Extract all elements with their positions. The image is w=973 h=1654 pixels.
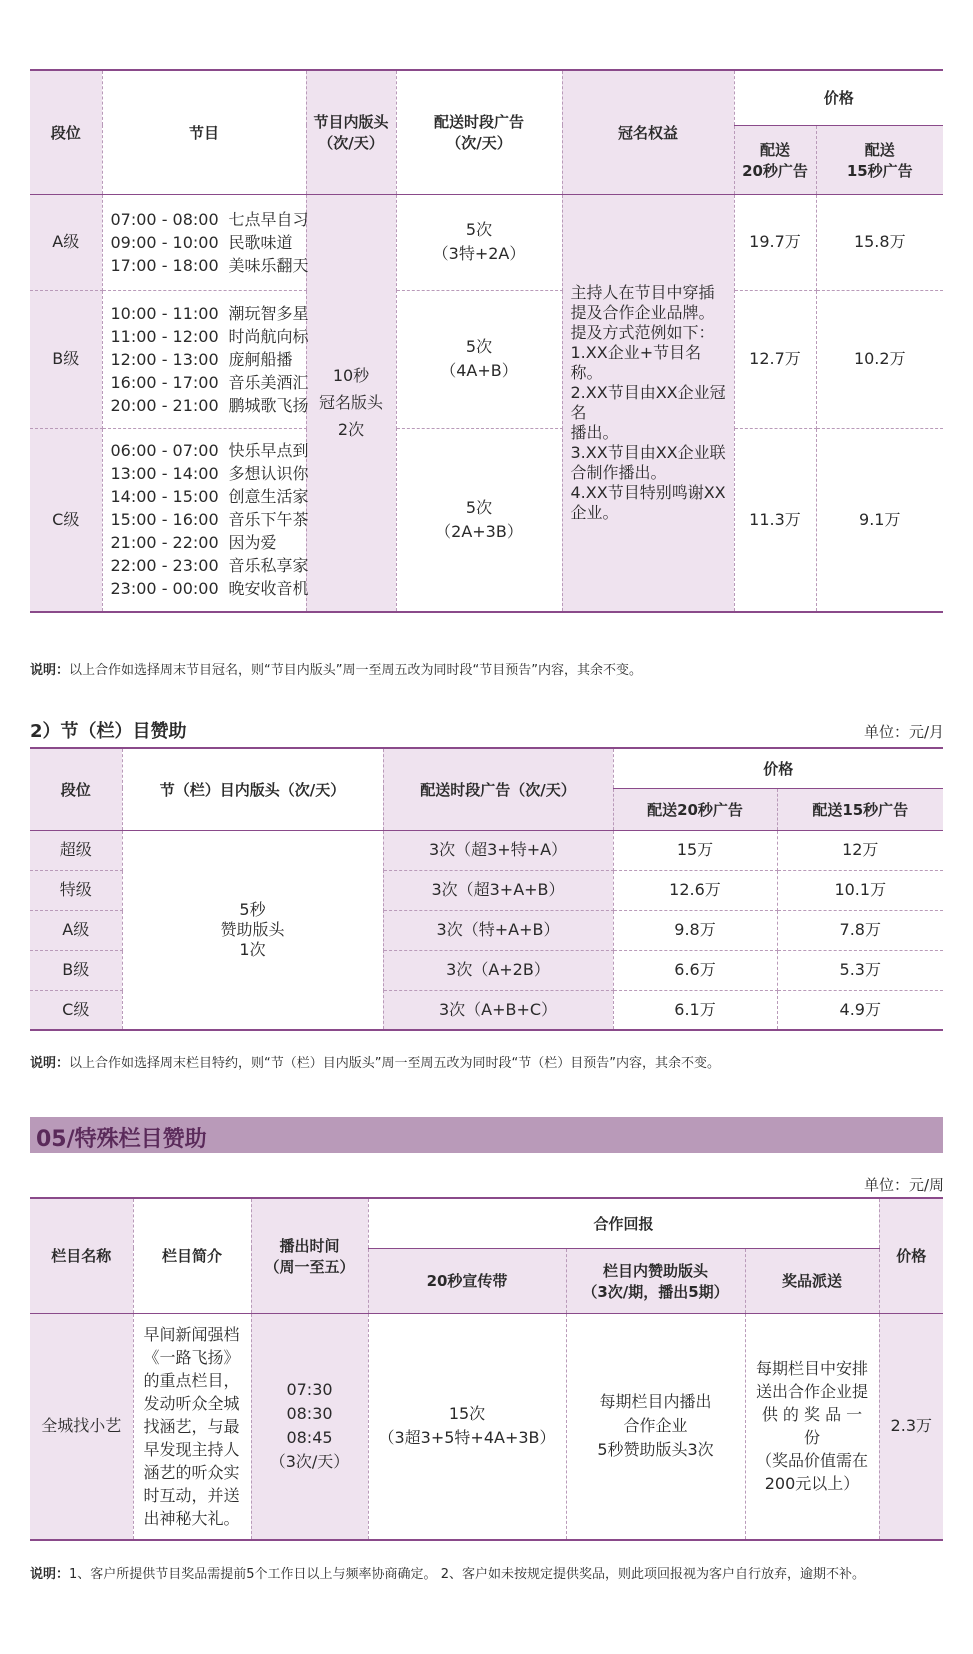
level-cell: 特级 — [30, 870, 122, 910]
header-promo: 20秒宣传带 — [368, 1248, 566, 1313]
program-sponsorship-table — [30, 747, 943, 1031]
header-program: 节目 — [102, 70, 306, 194]
header-rights: 冠名权益 — [562, 70, 734, 194]
unit-label: 单位：元/周 — [863, 1176, 944, 1194]
sponsorship-price-table — [30, 69, 943, 613]
ad-count: 3次（A+2B） — [383, 950, 613, 990]
price-20s: 12.6万 — [613, 870, 777, 910]
price-15s: 7.8万 — [777, 910, 943, 950]
promo-count: 15次 （3超3+5特+4A+3B） — [368, 1313, 566, 1540]
program-item: 14:00 - 15:00 创意生活家 — [110, 487, 309, 507]
level-cell: A级 — [30, 194, 102, 290]
program-price: 2.3万 — [879, 1313, 943, 1540]
ad-count: 5次 （3特+2A） — [396, 194, 562, 290]
unit-label: 单位：元/月 — [863, 723, 944, 741]
header-level: 段位 — [30, 748, 122, 830]
program-item: 12:00 - 13:00 庞舸船播 — [110, 349, 293, 369]
program-name: 全城找小艺 — [30, 1313, 133, 1540]
naming-rights: 主持人在节目中穿插 提及合作企业品牌。 提及方式范例如下： 1.XX企业+节目名称。 2.XX节目由XX企业冠名 播出。 3.XX节目由XX企业联 合制作播出。 4.XX节目特别鸣谢XX 企业。 — [562, 194, 734, 612]
header-price: 价格 — [734, 70, 943, 125]
header-prize: 奖品派送 — [745, 1248, 879, 1313]
header-sponsor-head: 栏目内赞助版头 （3次/期，播出5期） — [566, 1248, 745, 1313]
section-banner — [30, 1117, 943, 1153]
ad-count: 5次 （2A+3B） — [396, 428, 562, 612]
level-cell: A级 — [30, 910, 122, 950]
level-cell: C级 — [30, 990, 122, 1030]
program-item: 22:00 - 23:00 音乐私享家 — [110, 556, 309, 576]
air-time: 07:30 08:30 08:45 （3次/天） — [251, 1313, 368, 1540]
level-cell: B级 — [30, 950, 122, 990]
header-ad: 配送时段广告（次/天） — [383, 748, 613, 830]
ad-count: 3次（特+A+B） — [383, 910, 613, 950]
header-ad: 配送时段广告 （次/天） — [396, 70, 562, 194]
header-level: 段位 — [30, 70, 102, 194]
price-20s: 19.7万 — [734, 194, 816, 290]
program-intro: 早间新闻强档 《一路飞扬》 的重点栏目， 发动听众全城 找涵艺，与最 早发现主持人 涵艺的听众实 时互动，并送 出神秘大礼。 — [133, 1313, 251, 1540]
program-item: 07:00 - 08:00 七点早自习 — [110, 209, 309, 229]
section-title: 2）节（栏）目赞助 — [30, 721, 187, 742]
program-list — [102, 428, 309, 612]
ad-count: 5次 （4A+B） — [396, 290, 562, 428]
header-intro: 栏目简介 — [133, 1198, 251, 1313]
special-program-table — [30, 1197, 943, 1541]
program-item: 09:00 - 10:00 民歌味道 — [110, 232, 293, 252]
level-cell: 超级 — [30, 830, 122, 870]
header-price-20s: 配送 20秒广告 — [734, 125, 816, 194]
program-item: 17:00 - 18:00 美味乐翻天 — [110, 255, 309, 275]
price-15s: 12万 — [777, 830, 943, 870]
header-time: 播出时间 （周一至五） — [251, 1198, 368, 1313]
head-value: 10秒 冠名版头 2次 — [306, 194, 396, 612]
header-price-20s: 配送20秒广告 — [613, 788, 777, 830]
table1-note: 说明：以上合作如选择周末节目冠名，则“节目内版头”周一至周五改为同时段“节目预告”内容，其余不变。 — [30, 663, 642, 678]
price-20s: 15万 — [613, 830, 777, 870]
header-return: 合作回报 — [368, 1198, 879, 1248]
program-item: 20:00 - 21:00 鹏城歌飞扬 — [110, 395, 309, 415]
section-banner-title: 05/特殊栏目赞助 — [36, 1127, 207, 1152]
price-20s: 9.8万 — [613, 910, 777, 950]
header-price-15s: 配送15秒广告 — [777, 788, 943, 830]
price-20s: 6.1万 — [613, 990, 777, 1030]
price-15s: 10.2万 — [816, 290, 943, 428]
program-list — [102, 194, 309, 290]
program-item: 16:00 - 17:00 音乐美酒汇 — [110, 372, 309, 392]
price-20s: 6.6万 — [613, 950, 777, 990]
program-item: 10:00 - 11:00 潮玩智多星 — [110, 303, 309, 323]
header-price: 价格 — [879, 1198, 943, 1313]
prize-desc: 每期栏目中安排 送出合作企业提 供 的 奖 品 一 份 （奖品价值需在 200元以上） — [745, 1313, 879, 1540]
program-item: 06:00 - 07:00 快乐早点到 — [110, 441, 309, 461]
header-price-15s: 配送 15秒广告 — [816, 125, 943, 194]
program-item: 11:00 - 12:00 时尚航向标 — [110, 326, 309, 346]
price-15s: 4.9万 — [777, 990, 943, 1030]
ad-count: 3次（超3+A+B） — [383, 870, 613, 910]
program-item: 13:00 - 14:00 多想认识你 — [110, 464, 309, 484]
program-item: 23:00 - 00:00 晚安收音机 — [110, 579, 309, 599]
program-item: 15:00 - 16:00 音乐下午茶 — [110, 510, 309, 530]
header-price: 价格 — [613, 748, 943, 788]
program-item: 21:00 - 22:00 因为爱 — [110, 533, 277, 553]
header-name: 栏目名称 — [30, 1198, 133, 1313]
level-cell: B级 — [30, 290, 102, 428]
ad-count: 3次（A+B+C） — [383, 990, 613, 1030]
price-15s: 15.8万 — [816, 194, 943, 290]
section05-note: 说明：1、客户所提供节目奖品需提前5个工作日以上与频率协商确定。 2、客户如未按规定提供奖品，则此项回报视为客户自行放弃，逾期不补。 — [30, 1567, 865, 1582]
price-15s: 9.1万 — [816, 428, 943, 612]
price-20s: 11.3万 — [734, 428, 816, 612]
price-15s: 10.1万 — [777, 870, 943, 910]
sponsor-head: 每期栏目内播出 合作企业 5秒赞助版头3次 — [566, 1313, 745, 1540]
head-value: 5秒 赞助版头 1次 — [122, 830, 383, 1030]
ad-count: 3次（超3+特+A） — [383, 830, 613, 870]
program-list — [102, 290, 309, 428]
header-head: 节（栏）目内版头（次/天） — [122, 748, 383, 830]
header-head: 节目内版头 （次/天） — [306, 70, 396, 194]
price-20s: 12.7万 — [734, 290, 816, 428]
level-cell: C级 — [30, 428, 102, 612]
price-15s: 5.3万 — [777, 950, 943, 990]
table2-note: 说明：以上合作如选择周末栏目特约，则“节（栏）目内版头”周一至周五改为同时段“节（栏）目预告”内容，其余不变。 — [30, 1056, 720, 1071]
